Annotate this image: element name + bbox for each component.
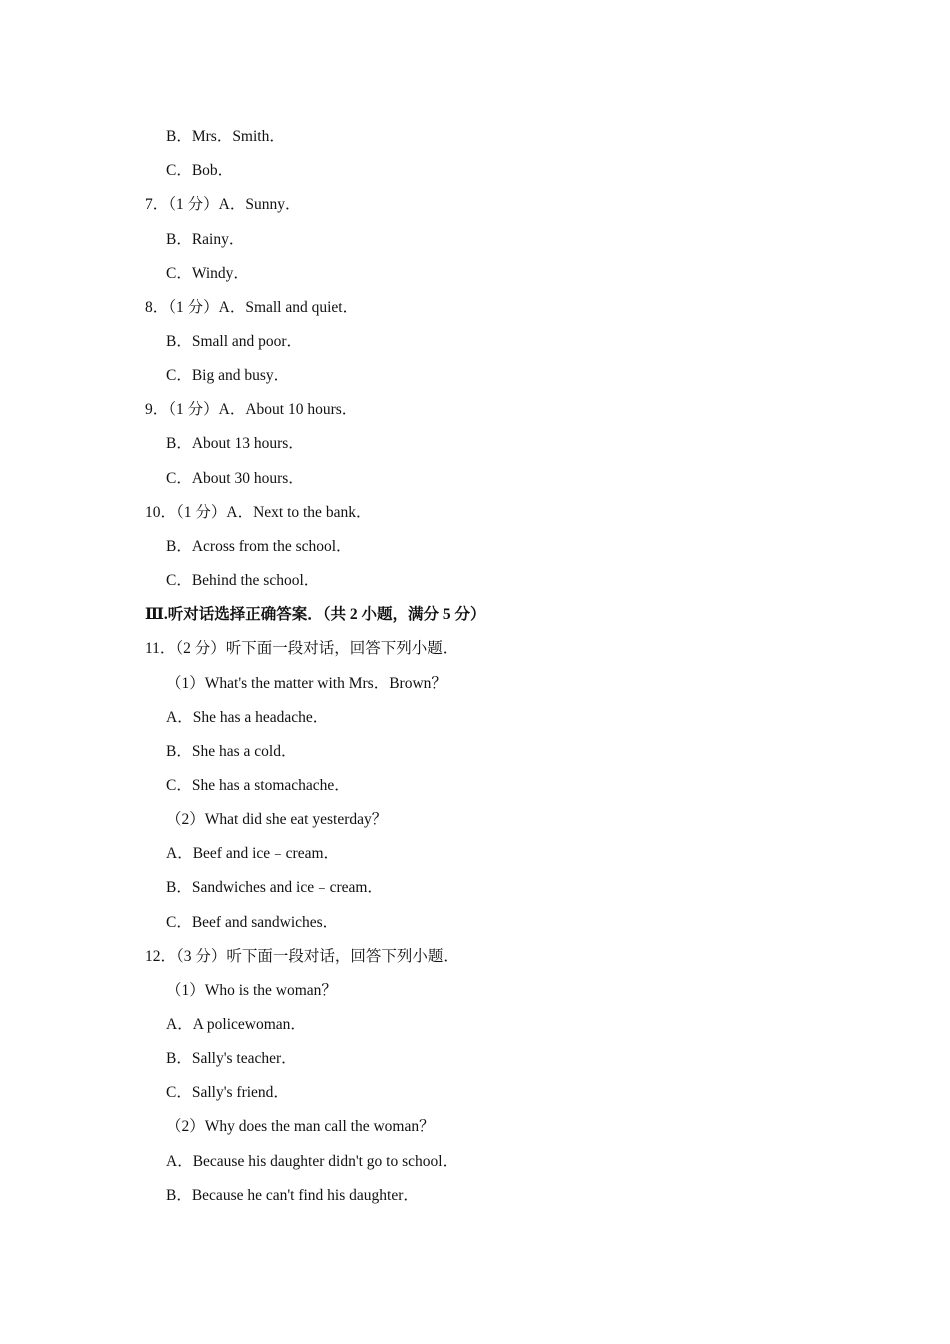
option-c-line: C．Sally's friend． [166,1084,289,1101]
option-b-line: B．Across from the school． [166,538,352,555]
question-8-line: 8．（1 分）A．Small and quiet． [145,299,359,316]
question-12-line: 12．（3 分）听下面一段对话，回答下列小题． [145,948,459,965]
option-b-line: B．Sandwiches and ice﹣cream． [166,879,383,896]
option-b-line: B．She has a cold． [166,743,297,760]
option-a-line: A．She has a headache． [166,709,329,726]
question-11-line: 11．（2 分）听下面一段对话，回答下列小题． [145,640,459,657]
sub-question-line: （2）What did she eat yesterday？ [166,811,388,828]
option-c-line: C．Beef and sandwiches． [166,914,339,931]
option-a-line: A．Because his daughter didn't go to school． [166,1153,459,1170]
option-a-line: A．Beef and ice﹣cream． [166,845,340,862]
option-b-line: B．Rainy． [166,231,245,248]
option-c-line: C．She has a stomachache． [166,777,350,794]
option-b-line: B．Because he can't find his daughter． [166,1187,419,1204]
option-b-line: B．Mrs．Smith． [166,128,285,145]
option-b-line: B．Sally's teacher． [166,1050,297,1067]
option-c-line: C．Big and busy． [166,367,290,384]
question-7-line: 7．（1 分）A．Sunny． [145,196,301,213]
option-a-line: A．A policewoman． [166,1016,306,1033]
question-9-line: 9．（1 分）A．About 10 hours． [145,401,358,418]
sub-question-line: （1）What's the matter with Mrs．Brown？ [166,675,447,692]
sub-question-line: （2）Why does the man call the woman？ [166,1118,435,1135]
option-c-line: C．Behind the school． [166,572,320,589]
question-10-line: 10．（1 分）A．Next to the bank． [145,504,372,521]
option-b-line: B．About 13 hours． [166,435,304,452]
sub-question-line: （1）Who is the woman？ [166,982,337,999]
option-b-line: B．Small and poor． [166,333,303,350]
section-heading: Ⅲ.听对话选择正确答案．（共 2 小题，满分 5 分） [145,606,486,623]
option-c-line: C．About 30 hours． [166,470,304,487]
option-c-line: C．Windy． [166,265,249,282]
option-c-line: C．Bob． [166,162,234,179]
